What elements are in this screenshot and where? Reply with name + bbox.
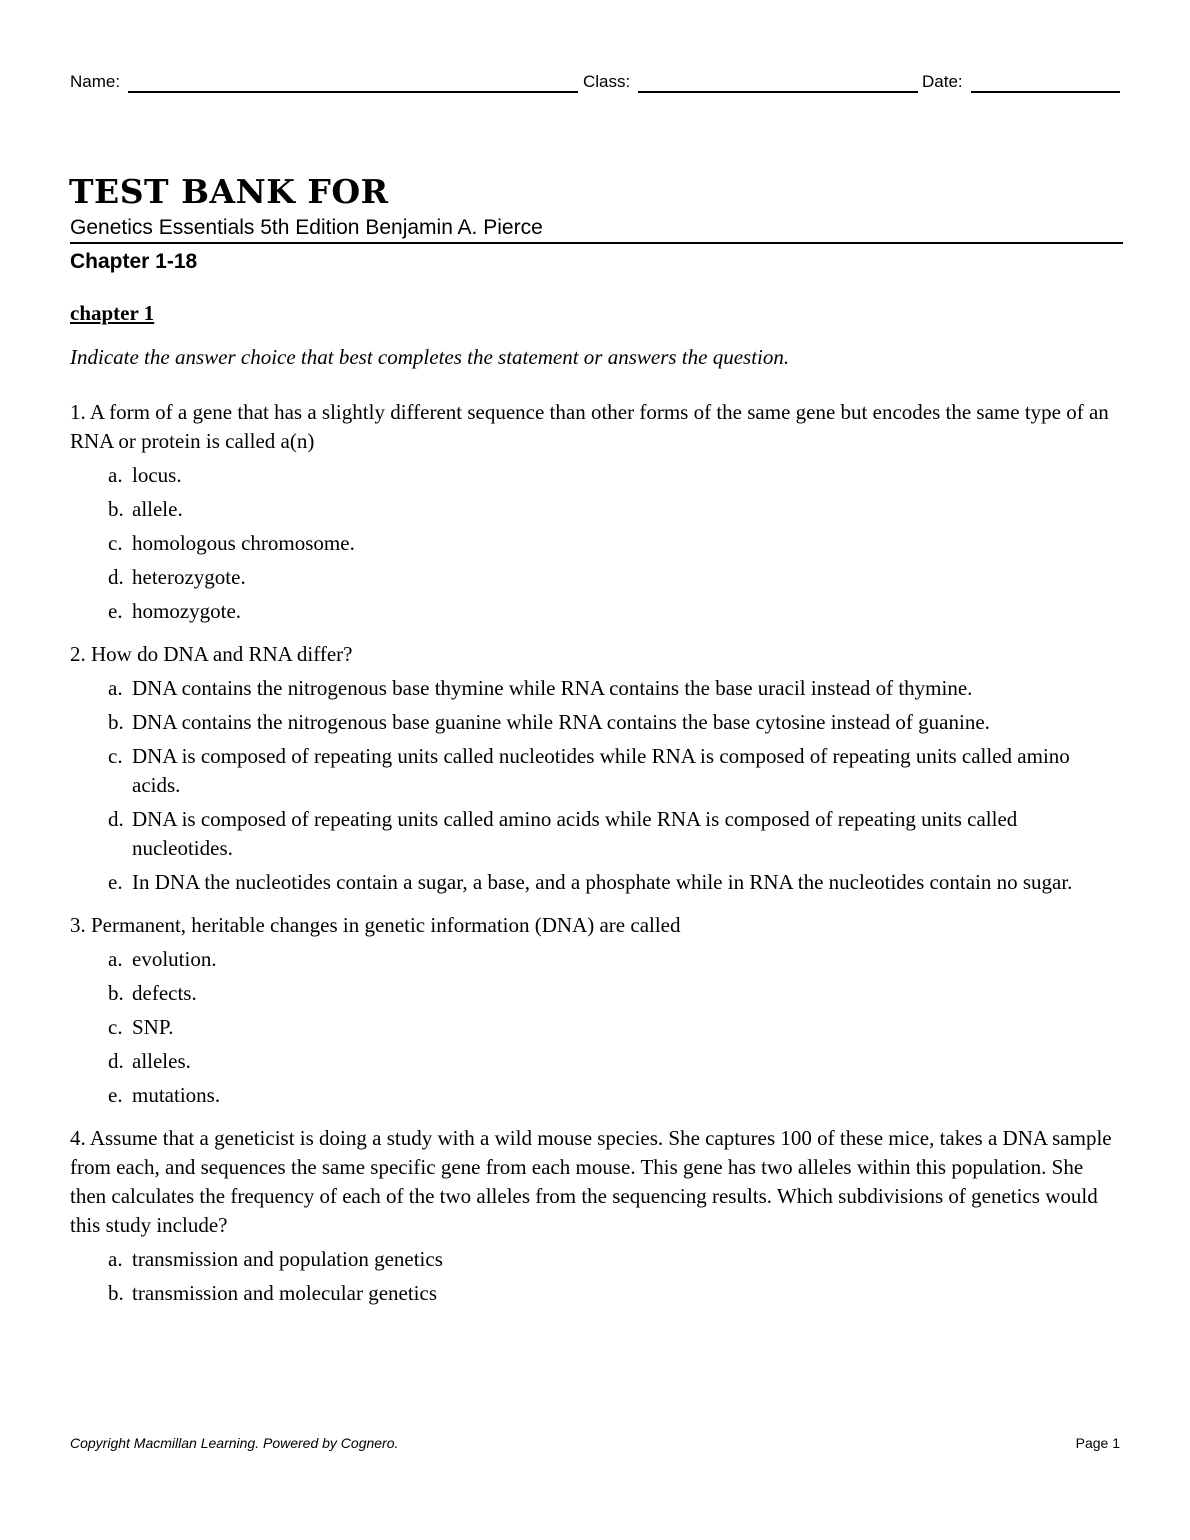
question-list [70,398,1122,1322]
choice-letter: d. [108,565,124,589]
choice-letter: a. [108,1247,123,1271]
question-text: 4. Assume that a geneticist is doing a study with a wild mouse species. She captures 100 of these mice, takes a DNA sample from each, and sequences the same specific gene from each mouse. This gene has two alleles within this population. She then calculates the frequency of each of the two alleles from the sequencing results. Which subdivisions of genetics would this study include? [70,1126,1112,1237]
choice-text: homozygote. [132,599,242,623]
answer-choice[interactable] [70,495,1122,524]
question-text: 3. Permanent, heritable changes in genetic information (DNA) are called [70,913,681,937]
question-item [70,911,1122,1110]
answer-choice[interactable] [70,708,1122,737]
choice-letter: e. [108,1083,123,1107]
choice-text: SNP. [132,1015,174,1039]
book-subtitle: Genetics Essentials 5th Edition Benjamin A. Pierce [70,216,543,239]
answer-choice[interactable] [70,1013,1122,1042]
answer-choice[interactable] [70,742,1122,800]
choice-letter: b. [108,710,124,734]
choice-text: mutations. [132,1083,221,1107]
copyright-footer: Copyright Macmillan Learning. Powered by Cognero. [70,1435,399,1451]
chapter-range: Chapter 1-18 [70,250,198,273]
choice-text: In DNA the nucleotides contain a sugar, a base, and a phosphate while in RNA the nucleotides contain no sugar. [132,870,1073,894]
choice-text: locus. [132,463,182,487]
title-divider [70,242,1123,244]
answer-choice[interactable] [70,1279,1122,1308]
answer-choice[interactable] [70,563,1122,592]
class-label: Class: [583,72,631,91]
choice-text: evolution. [132,947,217,971]
date-label: Date: [922,72,963,91]
choice-letter: b. [108,497,124,521]
answer-choice[interactable] [70,805,1122,863]
instructions-text: Indicate the answer choice that best completes the statement or answers the question. [70,345,790,369]
question-text: 1. A form of a gene that has a slightly different sequence than other forms of the same gene but encodes the same type of an RNA or protein is called a(n) [70,400,1109,453]
choice-text: DNA is composed of repeating units called nucleotides while RNA is composed of repeating units called amino acids. [132,744,1070,797]
choice-text: defects. [132,981,197,1005]
choice-letter: b. [108,1281,124,1305]
choice-text: transmission and population genetics [132,1247,443,1271]
name-label: Name: [70,72,121,91]
choice-letter: c. [108,744,123,768]
page-number: Page 1 [1075,1435,1120,1451]
choice-text: DNA contains the nitrogenous base guanine while RNA contains the base cytosine instead of guanine. [132,710,990,734]
choice-letter: e. [108,870,123,894]
choice-text: DNA contains the nitrogenous base thymine while RNA contains the base uracil instead of thymine. [132,676,973,700]
choice-letter: c. [108,1015,123,1039]
answer-choice[interactable] [70,1081,1122,1110]
choice-letter: e. [108,599,123,623]
question-item [70,398,1122,626]
answer-choice[interactable] [70,674,1122,703]
choice-letter: d. [108,807,124,831]
choice-letter: c. [108,531,123,555]
choice-letter: d. [108,1049,124,1073]
choice-letter: b. [108,981,124,1005]
class-field-line[interactable] [638,91,918,93]
answer-choice[interactable] [70,945,1122,974]
name-field-line[interactable] [128,91,578,93]
answer-choice[interactable] [70,1047,1122,1076]
choice-text: DNA is composed of repeating units called amino acids while RNA is composed of repeating units called nucleotides. [132,807,1018,860]
page-title: TEST BANK FOR [69,172,389,211]
choice-letter: a. [108,947,123,971]
choice-letter: a. [108,463,123,487]
choice-text: transmission and molecular genetics [132,1281,438,1305]
choice-letter: a. [108,676,123,700]
answer-choice[interactable] [70,1245,1122,1274]
question-item [70,1124,1122,1308]
answer-choice[interactable] [70,461,1122,490]
answer-choice[interactable] [70,868,1122,897]
answer-choice[interactable] [70,979,1122,1008]
question-item [70,640,1122,897]
section-heading: chapter 1 [70,301,155,325]
choice-text: allele. [132,497,183,521]
student-info-header [70,70,1120,96]
answer-choice[interactable] [70,597,1122,626]
choice-text: homologous chromosome. [132,531,355,555]
question-text: 2. How do DNA and RNA differ? [70,642,353,666]
choice-text: alleles. [132,1049,191,1073]
choice-text: heterozygote. [132,565,246,589]
answer-choice[interactable] [70,529,1122,558]
date-field-line[interactable] [971,91,1120,93]
